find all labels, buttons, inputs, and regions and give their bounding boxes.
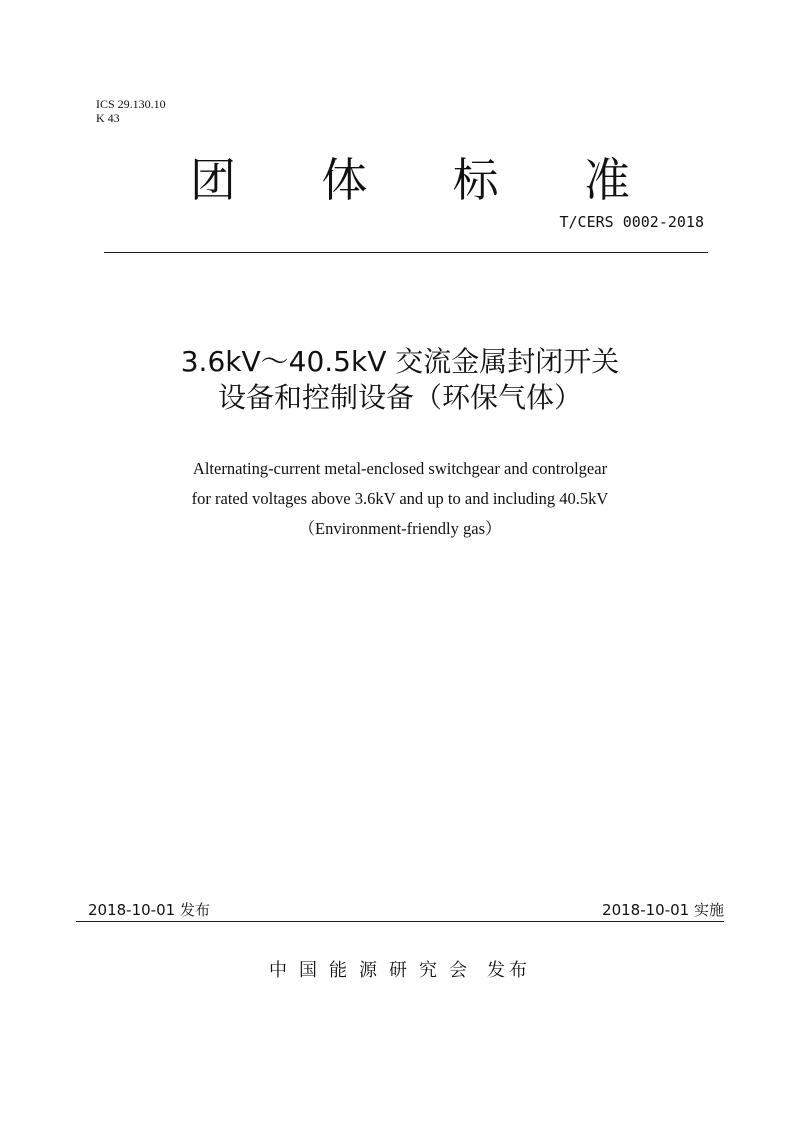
classification-codes [96, 97, 166, 125]
banner-char-2: 体 [321, 153, 368, 207]
ics-code: ICS 29.130.10 [96, 97, 166, 111]
english-title [100, 454, 700, 544]
publisher-line [100, 958, 700, 984]
chinese-title-line-1: 3.6kV～40.5kV 交流金属封闭开关 [180, 345, 620, 378]
publish-date: 2018-10-01 发布 [88, 901, 210, 919]
ccs-code: K 43 [96, 111, 120, 125]
banner-char-1: 团 [190, 153, 236, 207]
publisher-action: 发布 [487, 960, 531, 981]
chinese-title [100, 344, 700, 416]
footer-divider [76, 921, 724, 922]
english-title-line-3: （Environment-friendly gas） [298, 519, 502, 538]
implement-date: 2018-10-01 实施 [602, 901, 724, 919]
banner-char-4: 准 [583, 153, 630, 207]
date-row [88, 900, 724, 920]
publisher-org: 中国能源研究会 [269, 960, 479, 981]
english-title-line-1: Alternating-current metal-enclosed switchgear and controlgear [192, 459, 608, 478]
banner-char-3: 标 [452, 153, 499, 207]
chinese-title-line-2: 设备和控制设备（环保气体） [217, 381, 582, 414]
header-divider [104, 252, 708, 253]
english-title-line-2: for rated voltages above 3.6kV and up to and including 40.5kV [191, 489, 609, 508]
standard-number: T/CERS 0002-2018 [559, 213, 704, 231]
standard-type-banner [190, 150, 630, 210]
